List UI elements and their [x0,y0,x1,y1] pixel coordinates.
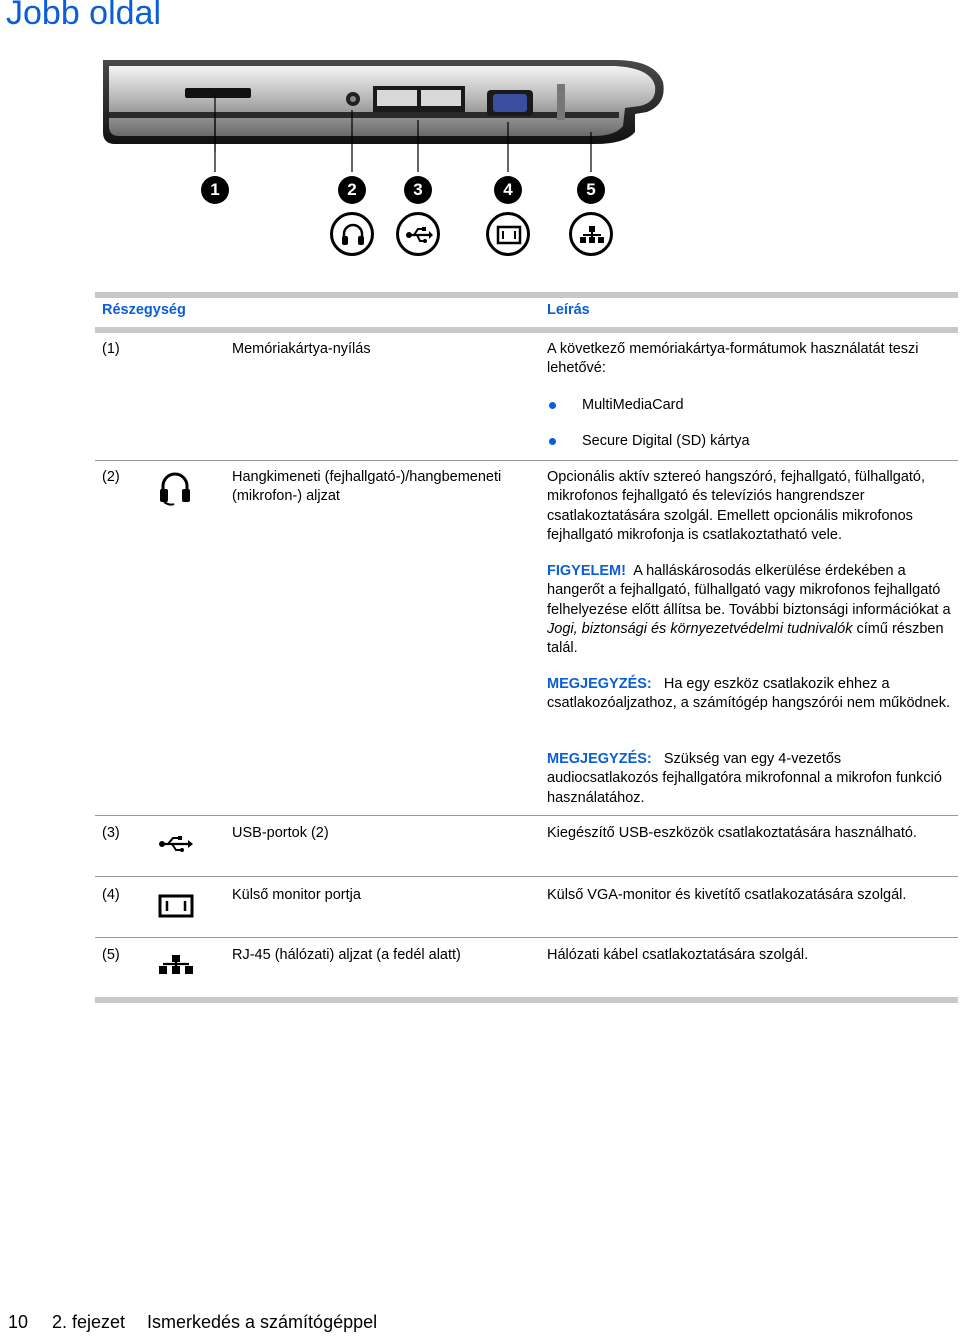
row-description: Kiegészítő USB-eszközök csatlakoztatására használható. [547,825,917,841]
bullet-item: MultiMediaCard [582,397,684,413]
column-header-component: Részegység [102,302,186,318]
page-title: Jobb oldal [6,0,162,32]
bullet-icon [549,402,556,409]
note-text: Szükség van egy 4-vezetős audiocsatlakozós fejhallgatóra mikrofonnal a mikrofon funkció használatához. [547,751,942,806]
row-component-name: USB-portok (2) [232,825,329,841]
warning-doc-reference: Jogi, biztonsági és környezetvédelmi tudnivalók [547,620,853,637]
note-label: MEGJEGYZÉS: [547,751,652,767]
callout-4: 4 [494,176,522,204]
row-description: Hálózati kábel csatlakoztatására szolgál. [547,947,809,963]
warning-tail: című részben talál. [547,620,944,657]
headphone-icon [330,212,374,256]
callout-1: 1 [201,176,229,204]
row-number: (2) [102,469,120,485]
callout-leader-lines [0,90,960,180]
row-divider [95,815,958,816]
note-text: Ha egy eszköz csatlakozik ehhez a csatlakozóaljzathoz, a számítógép hangszórói nem működnek. [547,676,950,712]
callout-numbers [0,170,960,270]
monitor-icon [486,212,530,256]
row-divider [95,876,958,877]
row-component-name: Memóriakártya-nyílás [232,341,371,357]
row-divider [95,937,958,938]
footer-chapter: 2. fejezet [52,1312,126,1332]
row-description: A következő memóriakártya-formátumok használatát teszi lehetővé: [547,341,919,377]
bullet-icon [549,438,556,445]
row-divider [95,460,958,461]
network-icon [569,212,613,256]
warning-label: FIGYELEM! [547,563,626,579]
row-number: (4) [102,887,120,903]
network-icon [158,954,194,976]
callout-3: 3 [404,176,432,204]
row-component-name: Külső monitor portja [232,887,361,903]
table-bottom-rule [95,997,958,1003]
note-label: MEGJEGYZÉS: [547,676,652,692]
warning-notice [547,562,952,658]
row-description: Opcionális aktív sztereó hangszóró, fejhallgató, fülhallgató, mikrofonos fejhallgató és televíziós hangrendszer csatlakoztatására szolgál. Emellett opcionális mikrofonos fejhallgató mikrofonja is csatlakoztatható vele. [547,469,926,543]
usb-icon [158,834,194,854]
warning-text: A halláskárosodás elkerülése érdekében a hangerőt a fejhallgató, fülhallgató vagy mikrofonos fejhallgató felhelyezése előtt állítsa be. További biztonsági információkat a [547,563,951,618]
page-number: 10 [8,1312,29,1332]
note-1 [547,675,952,714]
row-component-name: Hangkimeneti (fejhallgató-)/hangbemeneti (mikrofon-) aljzat [232,469,502,505]
row-number: (3) [102,825,120,841]
row-number: (1) [102,341,120,357]
callout-2: 2 [338,176,366,204]
footer-chapter-title: Ismerkedés a számítógéppel [147,1312,378,1332]
row-component-name: RJ-45 (hálózati) aljzat (a fedél alatt) [232,947,461,963]
callout-5: 5 [577,176,605,204]
note-2 [547,750,952,808]
bullet-item: Secure Digital (SD) kártya [582,433,750,449]
header-bottom-rule [95,327,958,333]
monitor-icon [158,893,194,919]
column-header-description: Leírás [547,302,590,318]
row-description: Külső VGA-monitor és kivetítő csatlakozatására szolgál. [547,887,907,903]
headphone-icon [158,470,192,506]
table-top-rule [95,292,958,298]
row-number: (5) [102,947,120,963]
usb-icon [396,212,440,256]
